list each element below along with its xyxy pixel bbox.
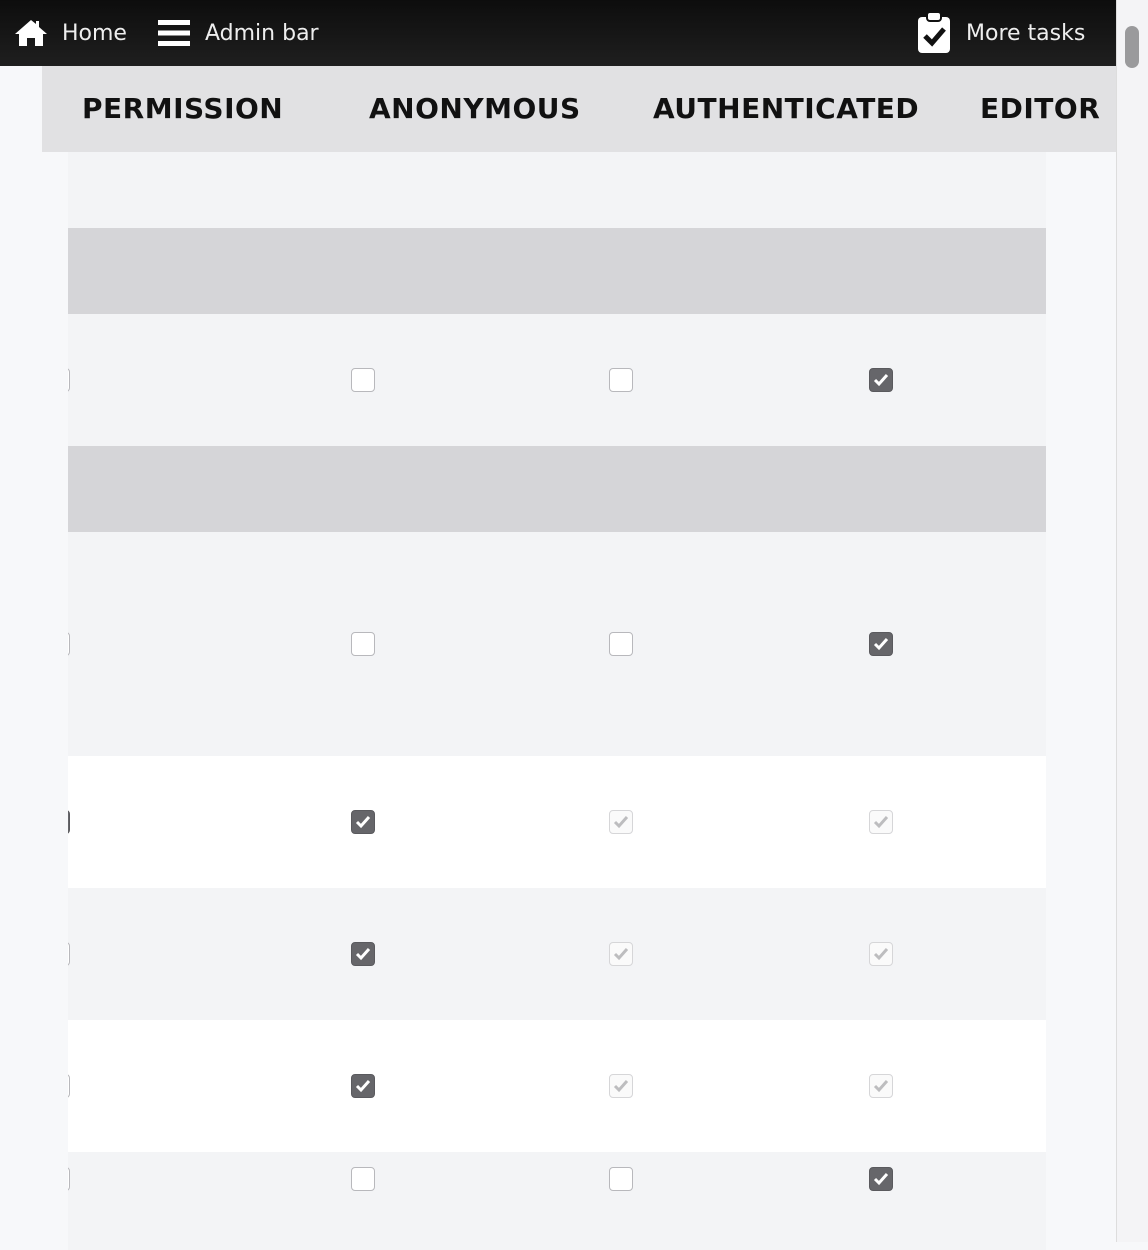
header-permission: PERMISSION bbox=[82, 92, 284, 125]
checkbox-editor[interactable] bbox=[869, 368, 893, 392]
home-icon bbox=[14, 18, 48, 48]
checkbox-editor[interactable] bbox=[869, 1167, 893, 1191]
checkbox-permission[interactable] bbox=[68, 942, 70, 966]
table-row bbox=[68, 1020, 1046, 1152]
checkbox-authenticated[interactable] bbox=[609, 632, 633, 656]
scrollbar-thumb[interactable] bbox=[1125, 26, 1139, 68]
checkbox-editor bbox=[869, 942, 893, 966]
permissions-table-header bbox=[42, 66, 1116, 152]
header-authenticated: AUTHENTICATED bbox=[653, 92, 920, 125]
scrollbar[interactable] bbox=[1116, 0, 1148, 1242]
checkbox-authenticated bbox=[609, 1074, 633, 1098]
checkbox-authenticated[interactable] bbox=[609, 1167, 633, 1191]
more-tasks-label: More tasks bbox=[966, 20, 1086, 46]
checkbox-anonymous[interactable] bbox=[351, 1074, 375, 1098]
table-row bbox=[68, 756, 1046, 888]
group-row bbox=[68, 446, 1046, 532]
checkbox-anonymous[interactable] bbox=[351, 810, 375, 834]
hamburger-icon bbox=[157, 18, 191, 48]
table-row bbox=[68, 1152, 1046, 1250]
home-link[interactable] bbox=[14, 0, 127, 66]
table-row bbox=[68, 532, 1046, 756]
checkbox-authenticated bbox=[609, 942, 633, 966]
checkbox-permission[interactable] bbox=[68, 632, 70, 656]
checkbox-permission[interactable] bbox=[68, 368, 70, 392]
checkbox-anonymous[interactable] bbox=[351, 942, 375, 966]
checkbox-authenticated bbox=[609, 810, 633, 834]
checkbox-anonymous[interactable] bbox=[351, 632, 375, 656]
checkbox-permission[interactable] bbox=[68, 810, 70, 834]
clipboard-check-icon bbox=[916, 11, 952, 55]
checkbox-editor bbox=[869, 810, 893, 834]
table-row bbox=[68, 314, 1046, 446]
checkbox-authenticated[interactable] bbox=[609, 368, 633, 392]
group-row bbox=[68, 228, 1046, 314]
admin-toolbar bbox=[0, 0, 1116, 66]
header-editor: EDITOR bbox=[980, 92, 1101, 125]
home-label: Home bbox=[62, 20, 127, 46]
more-tasks-button[interactable] bbox=[916, 0, 1085, 66]
checkbox-editor[interactable] bbox=[869, 632, 893, 656]
checkbox-permission[interactable] bbox=[68, 1167, 70, 1191]
admin-bar-label: Admin bar bbox=[205, 20, 319, 46]
checkbox-anonymous[interactable] bbox=[351, 368, 375, 392]
table-row bbox=[68, 888, 1046, 1020]
header-anonymous: ANONYMOUS bbox=[369, 92, 581, 125]
admin-bar-toggle[interactable] bbox=[157, 0, 319, 66]
checkbox-editor bbox=[869, 1074, 893, 1098]
spacer-row bbox=[68, 152, 1046, 228]
checkbox-anonymous[interactable] bbox=[351, 1167, 375, 1191]
checkbox-permission[interactable] bbox=[68, 1074, 70, 1098]
